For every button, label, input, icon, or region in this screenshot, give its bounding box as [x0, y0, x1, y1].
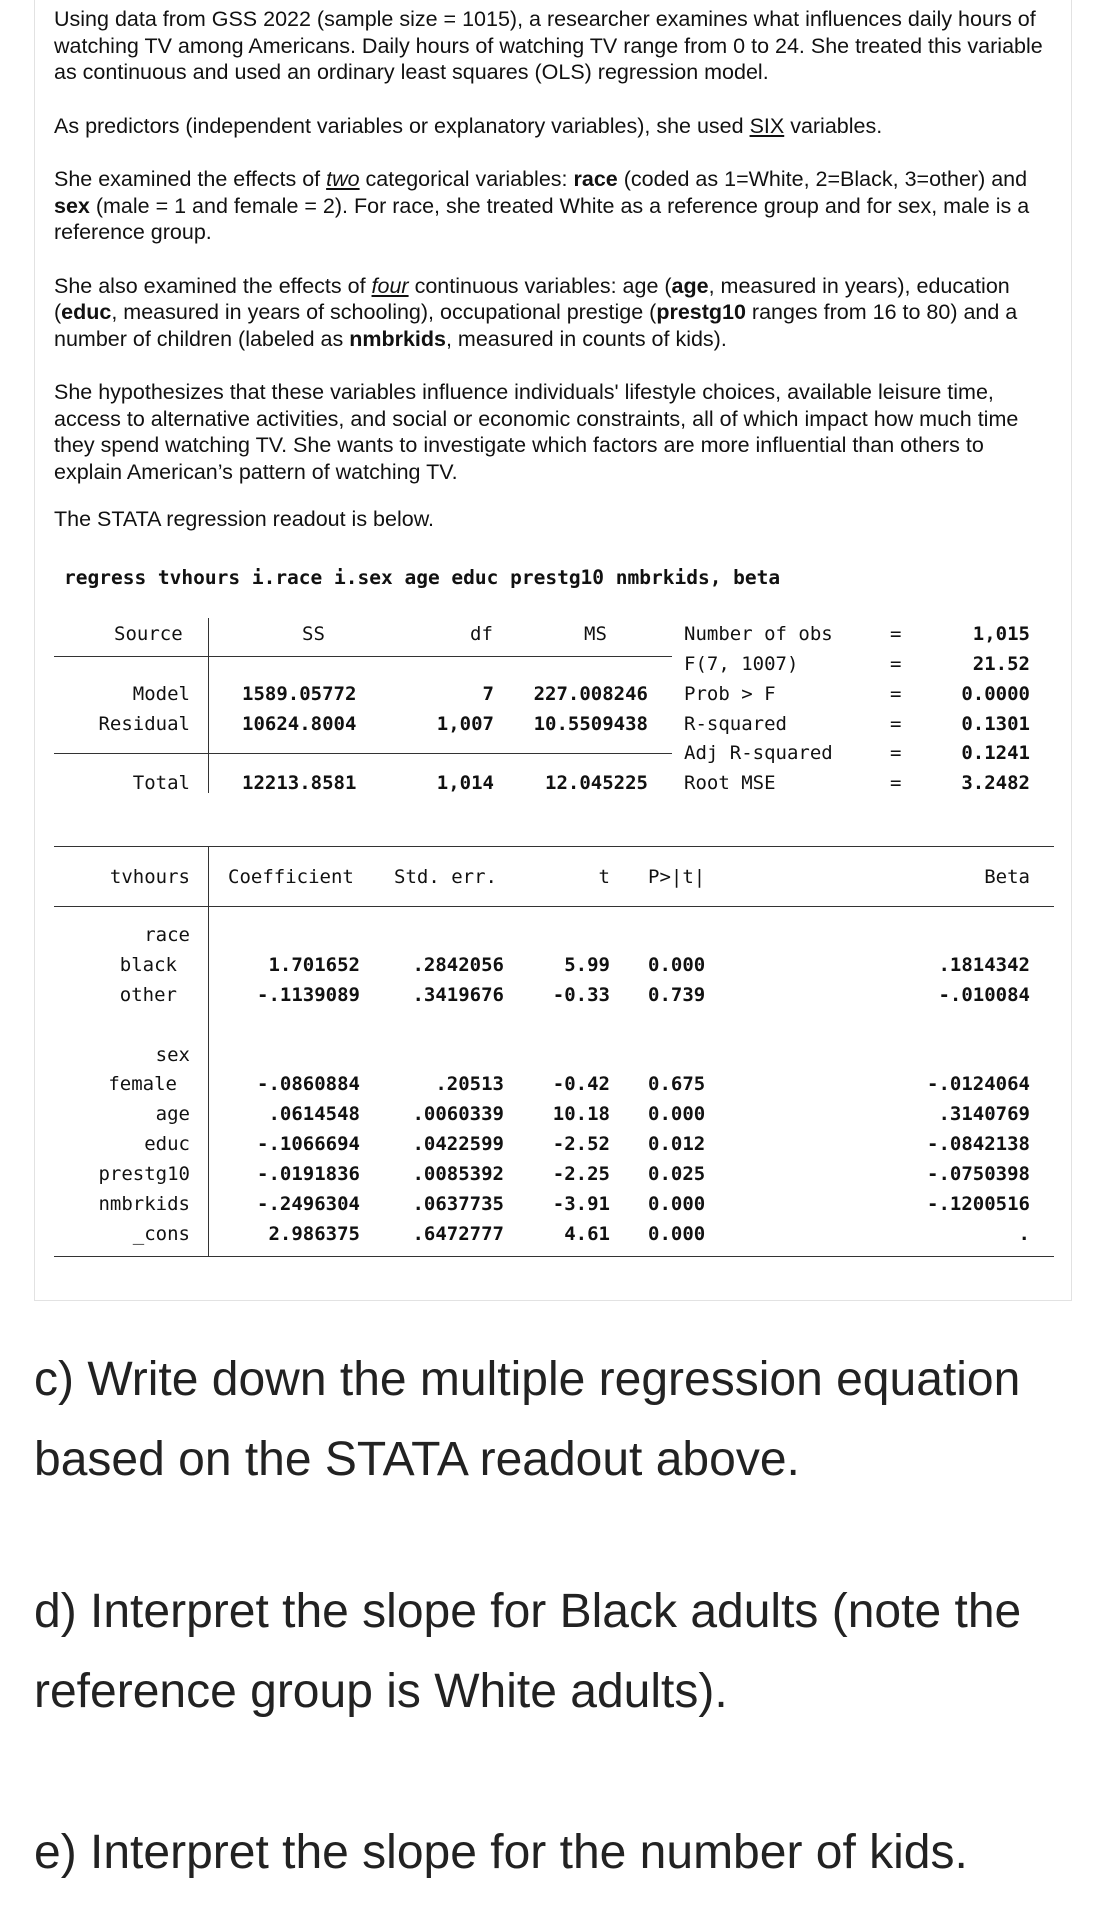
beta-value-other: -.010084	[938, 984, 1030, 1006]
anova-ss-model: 1589.05772	[242, 683, 357, 705]
p-value-female: 0.675	[648, 1073, 706, 1095]
stat-eq-r2: =	[890, 713, 902, 735]
coef-name-black: black	[119, 954, 177, 976]
anova-ms-total: 12.045225	[545, 772, 648, 794]
anova-header-ss: SS	[302, 623, 325, 645]
coef-value-educ: -.1066694	[257, 1133, 360, 1155]
anova-df-total: 1,014	[436, 772, 494, 794]
question-e: e) Interpret the slope for the number of kids.	[34, 1826, 968, 1879]
stat-eq-prob: =	[890, 683, 902, 705]
se-value-cons: .6472777	[412, 1223, 504, 1245]
anova-ss-total: 12213.8581	[242, 772, 357, 794]
t-value-female: -0.42	[552, 1073, 610, 1095]
p-value-cons: 0.000	[648, 1223, 706, 1245]
coef-value-other: -.1139089	[257, 984, 360, 1006]
stat-eq-rmse: =	[890, 772, 902, 794]
coef-value-prestg10: -.0191836	[257, 1163, 360, 1185]
coef-group-sex: sex	[155, 1044, 190, 1066]
stat-value-r2: 0.1301	[961, 713, 1030, 735]
t-value-cons: 4.61	[564, 1223, 610, 1245]
coef-name-other: other	[119, 984, 177, 1006]
se-value-black: .2842056	[412, 954, 504, 976]
anova-ms-residual: 10.5509438	[533, 713, 648, 735]
t-value-age: 10.18	[552, 1103, 610, 1125]
se-value-educ: .0422599	[412, 1133, 504, 1155]
se-value-nmbrkids: .0637735	[412, 1193, 504, 1215]
t-value-nmbrkids: -3.91	[552, 1193, 610, 1215]
p-value-black: 0.000	[648, 954, 706, 976]
beta-value-nmbrkids: -.1200516	[927, 1193, 1030, 1215]
beta-value-black: .1814342	[938, 954, 1030, 976]
coef-value-nmbrkids: -.2496304	[257, 1193, 360, 1215]
intro-paragraph-3: She examined the effects of two categorical variables: race (coded as 1=White, 2=Black, 3=other) and sex (male = 1 and female = 2). For race, she treated White as a reference group and for sex, male is a reference group.	[54, 167, 1030, 244]
beta-value-age: .3140769	[938, 1103, 1030, 1125]
coef-name-nmbrkids: nmbrkids	[98, 1193, 190, 1215]
anova-df-model: 7	[482, 683, 494, 705]
stat-eq-adjr2: =	[890, 742, 902, 764]
se-value-other: .3419676	[412, 984, 504, 1006]
p-value-educ: 0.012	[648, 1133, 706, 1155]
coef-header-p: P>|t|	[648, 866, 706, 888]
beta-value-educ: -.0842138	[927, 1133, 1030, 1155]
stata-command: regress tvhours i.race i.sex age educ prestg10 nmbrkids, beta	[64, 566, 781, 589]
intro-paragraph-2: As predictors (independent variables or explanatory variables), she used SIX variables.	[54, 113, 883, 138]
intro-paragraph-6: The STATA regression readout is below.	[54, 507, 435, 531]
intro-paragraph-1: Using data from GSS 2022 (sample size = 1015), a researcher examines what influences daily hours of watching TV among Americans. Daily hours of watching TV range from 0 to 24. She treated this variable as continuous and used an ordinary least squares (OLS) regression model.	[54, 7, 1043, 84]
p-value-other: 0.739	[648, 984, 706, 1006]
t-value-prestg10: -2.25	[552, 1163, 610, 1185]
se-value-prestg10: .0085392	[412, 1163, 504, 1185]
coef-value-female: -.0860884	[257, 1073, 360, 1095]
t-value-educ: -2.52	[552, 1133, 610, 1155]
coef-name-age: age	[155, 1103, 190, 1125]
stat-label-f: F(7, 1007)	[684, 653, 799, 675]
coef-name-educ: educ	[144, 1133, 190, 1155]
coef-header-coefficient: Coefficient	[228, 866, 354, 888]
coef-name-cons: _cons	[132, 1223, 190, 1245]
t-value-other: -0.33	[552, 984, 610, 1006]
anova-header-source: Source	[114, 623, 183, 645]
p-value-prestg10: 0.025	[648, 1163, 706, 1185]
stat-label-prob: Prob > F	[684, 683, 776, 705]
anova-source-model: Model	[132, 683, 190, 705]
stat-value-nobs: 1,015	[972, 623, 1030, 645]
intro-paragraph-4: She also examined the effects of four continuous variables: age (age, measured in years), education (educ, measured in years of schooling), occupational prestige (prestg10 ranges from 16 to 80) and a number of children (labeled as nmbrkids, measured in counts of kids).	[54, 273, 1018, 351]
beta-value-cons: .	[1018, 1223, 1030, 1245]
stat-label-adjr2: Adj R-squared	[684, 742, 833, 764]
anova-header-ms: MS	[584, 623, 607, 645]
coef-header-dep: tvhours	[109, 866, 190, 888]
stat-value-adjr2: 0.1241	[961, 742, 1030, 764]
coef-value-black: 1.701652	[268, 954, 360, 976]
anova-ms-model: 227.008246	[533, 683, 648, 705]
stat-label-r2: R-squared	[684, 713, 787, 735]
beta-value-prestg10: -.0750398	[927, 1163, 1030, 1185]
coef-header-stderr: Std. err.	[394, 866, 497, 888]
t-value-black: 5.99	[564, 954, 610, 976]
coef-header-t: t	[598, 866, 610, 888]
intro-paragraph-5: She hypothesizes that these variables influence individuals' lifestyle choices, available leisure time, access to alternative activities, and social or economic constraints, all of which impact how much time they spend watching TV. She wants to investigate which factors are more influential than others to explain American’s pattern of watching TV.	[54, 380, 1019, 484]
stat-eq-nobs: =	[890, 623, 902, 645]
coef-group-race: race	[144, 924, 190, 946]
anova-header-df: df	[470, 623, 493, 645]
stat-value-prob: 0.0000	[961, 683, 1030, 705]
stat-eq-f: =	[890, 653, 902, 675]
p-value-age: 0.000	[648, 1103, 706, 1125]
problem-text	[54, 6, 1054, 560]
question-d: d) Interpret the slope for Black adults (note the reference group is White adults).	[34, 1585, 1022, 1718]
stat-label-rmse: Root MSE	[684, 772, 776, 794]
coef-value-age: .0614548	[268, 1103, 360, 1125]
anova-ss-residual: 10624.8004	[242, 713, 357, 735]
coef-name-female: female	[108, 1073, 177, 1095]
stat-value-rmse: 3.2482	[961, 772, 1030, 794]
coef-name-prestg10: prestg10	[98, 1163, 190, 1185]
p-value-nmbrkids: 0.000	[648, 1193, 706, 1215]
stat-value-f: 21.52	[972, 653, 1030, 675]
coef-header-beta: Beta	[984, 866, 1030, 888]
anova-df-residual: 1,007	[436, 713, 494, 735]
stat-label-nobs: Number of obs	[684, 623, 833, 645]
se-value-age: .0060339	[412, 1103, 504, 1125]
question-c: c) Write down the multiple regression equation based on the STATA readout above.	[34, 1353, 1021, 1486]
beta-value-female: -.0124064	[927, 1073, 1030, 1095]
coef-value-cons: 2.986375	[268, 1223, 360, 1245]
anova-source-residual: Residual	[98, 713, 190, 735]
anova-source-total: Total	[132, 772, 190, 794]
se-value-female: .20513	[435, 1073, 504, 1095]
